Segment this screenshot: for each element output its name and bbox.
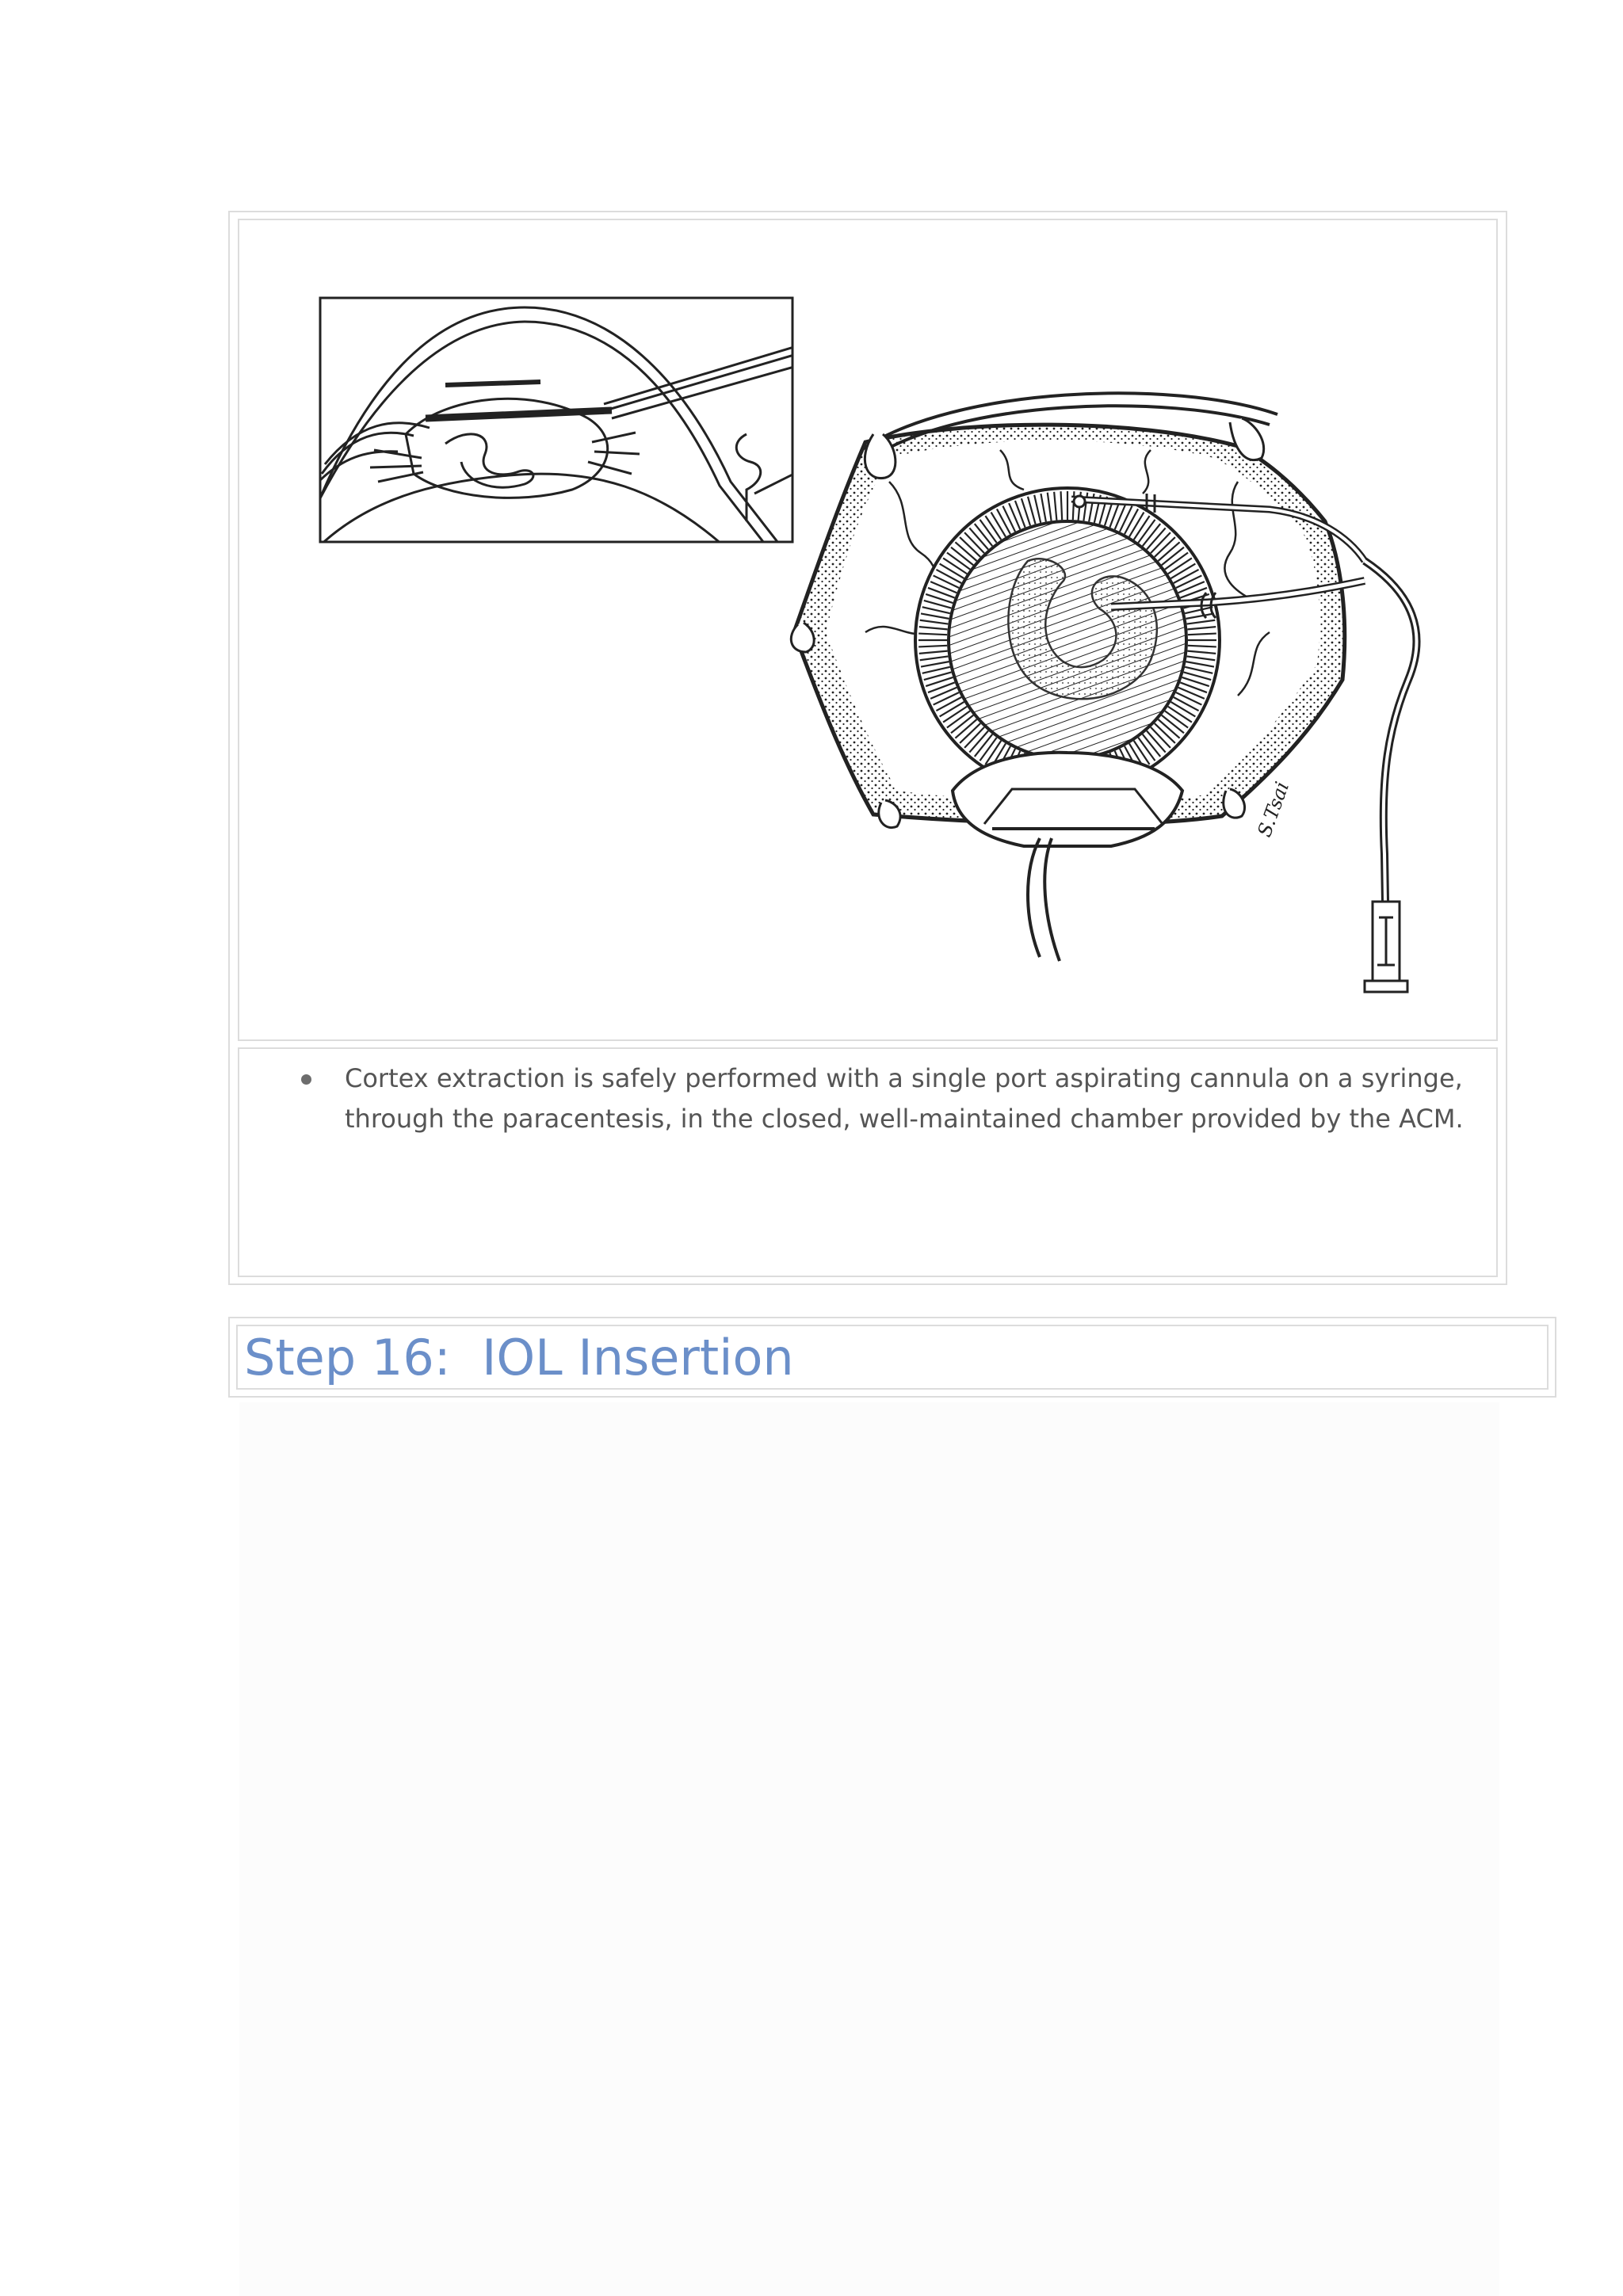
section-heading-cell — [236, 1325, 1549, 1390]
section-heading-table — [228, 1317, 1556, 1398]
artist-signature: S.Tsai — [1253, 779, 1294, 841]
eye-main-drawing — [791, 393, 1416, 992]
caption-bullet-text: Cortex extraction is safely performed with a single port aspirating cannula on a syringe, through the paracentesis, in the closed, well-maintained chamber provided by the ACM. — [345, 1063, 1464, 1134]
eye-surgery-illustration — [239, 220, 1496, 1039]
figure-caption-cell — [238, 1047, 1498, 1277]
figure-table — [228, 211, 1507, 1285]
figure-image-cell — [238, 219, 1498, 1041]
bullet-dot — [301, 1074, 311, 1085]
section-heading: Step 16: IOL Insertion — [244, 1329, 794, 1386]
blank-page-area — [239, 1402, 1499, 2296]
cross-section-inset — [303, 298, 794, 553]
